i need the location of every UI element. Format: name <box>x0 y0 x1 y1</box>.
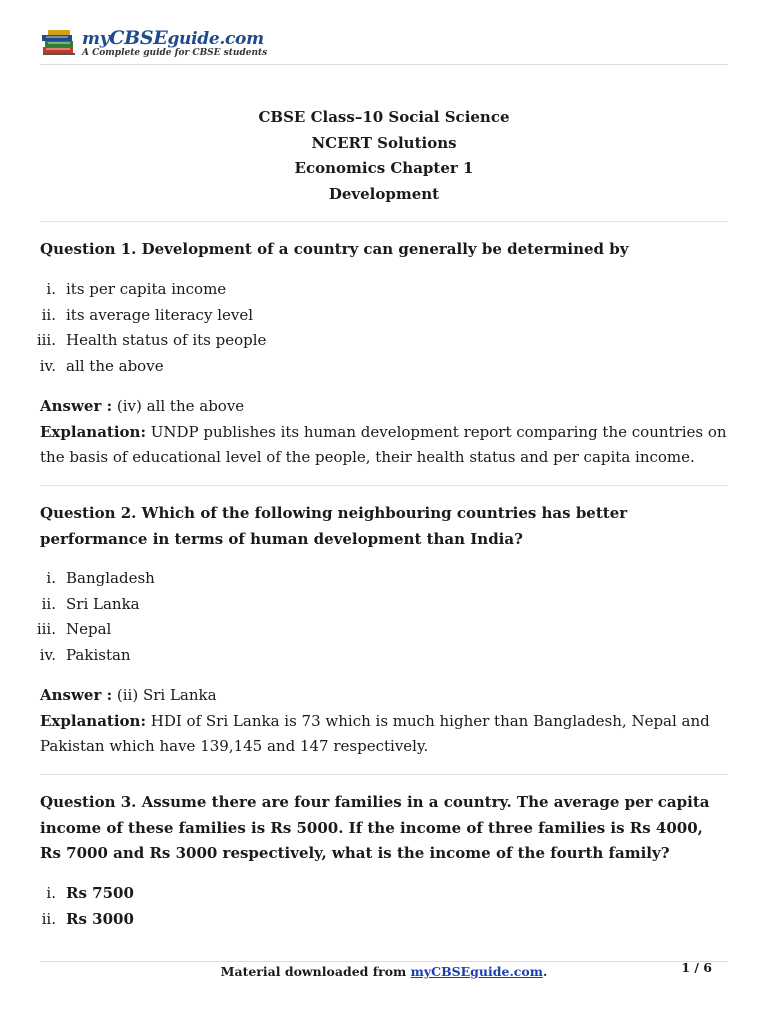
title-line-2: NCERT Solutions <box>311 133 457 152</box>
footer-link[interactable]: myCBSEguide.com <box>410 964 543 979</box>
logo-tagline: A Complete guide for CBSE students <box>82 47 268 58</box>
divider <box>40 221 728 222</box>
option: iii. Nepal <box>36 620 112 639</box>
page-header <box>40 26 728 65</box>
question-2: Question 2. Which of the following neighbouring countries has better performance in terms of human development than India? <box>40 504 628 548</box>
option: i. Bangladesh <box>46 569 155 587</box>
option: ii. Sri Lanka <box>41 594 140 613</box>
divider <box>40 774 728 775</box>
books-icon <box>40 28 80 58</box>
option: ii. its average literacy level <box>41 305 254 324</box>
option: i. its per capita income <box>46 280 227 298</box>
divider <box>40 485 728 486</box>
option: iv. Pakistan <box>39 646 131 665</box>
question-1-answer: Answer : (iv) all the above Explanation: UNDP publishes its human development report comparing the countries on the basis of educational level of the people, their health status and per capita income. <box>40 397 727 466</box>
title-line-1: CBSE Class–10 Social Science <box>258 108 510 126</box>
title-line-3: Economics Chapter 1 <box>294 159 474 177</box>
title-line-4: Development <box>328 184 440 203</box>
option: ii. Rs 3000 <box>41 909 134 928</box>
document-title <box>40 105 728 207</box>
page-number: 1 / 6 <box>681 960 712 975</box>
page-footer: Material downloaded from myCBSEguide.com. <box>220 964 548 979</box>
option: iv. all the above <box>39 357 164 376</box>
question-1-options <box>36 277 728 380</box>
question-2-options <box>36 566 728 669</box>
question-1: Question 1. Development of a country can generally be determined by <box>40 240 629 258</box>
option: i. Rs 7500 <box>46 884 134 902</box>
option: iii. Health status of its people <box>36 331 267 350</box>
question-2-answer: Answer : (ii) Sri Lanka Explanation: HDI of Sri Lanka is 73 which is much higher than Bangladesh, Nepal and Pakistan which have 139,145 and 147 respectively. <box>40 686 710 755</box>
question-3: Question 3. Assume there are four families in a country. The average per capita income of these families is Rs 5000. If the income of three families is Rs 4000, Rs 7000 and Rs 3000 respectively, what is the income of the fourth family? <box>40 793 710 862</box>
logo-brand: myCBSEguide.com <box>82 26 264 49</box>
site-logo[interactable] <box>40 26 267 60</box>
question-3-options <box>40 881 728 932</box>
